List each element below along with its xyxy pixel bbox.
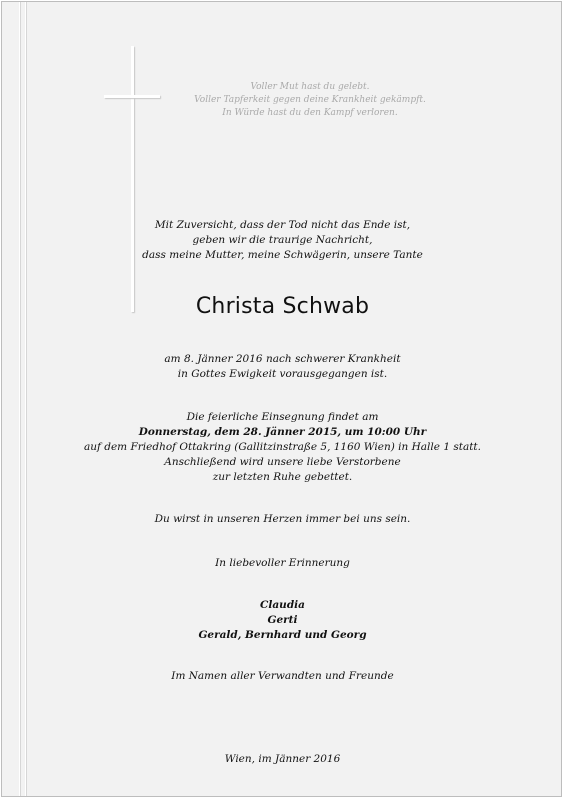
mourners	[0, 598, 565, 643]
ceremony-line: zur letzten Ruhe gebettet.	[212, 471, 353, 483]
mourner-name: Claudia	[260, 599, 305, 611]
poem-line: In Würde hast du den Kampf verloren.	[222, 108, 398, 118]
heart-line: Du wirst in unseren Herzen immer bei uns sein.	[154, 513, 411, 525]
memory-line: In liebevoller Erinnerung	[215, 557, 350, 569]
intro-line: dass meine Mutter, meine Schwägerin, unsere Tante	[142, 249, 423, 261]
poem-line: Voller Mut hast du gelebt.	[250, 82, 370, 92]
ceremony-date-time: Donnerstag, dem 28. Jänner 2015, um 10:00 Uhr	[138, 426, 427, 438]
intro-line: geben wir die traurige Nachricht,	[192, 234, 373, 246]
poem-line: Voller Tapferkeit gegen deine Krankheit gekämpft.	[194, 95, 426, 105]
deceased-name: Christa Schwab	[195, 294, 370, 319]
mourner-name: Gerti	[267, 614, 298, 626]
poem	[180, 81, 440, 120]
passing-text	[0, 352, 565, 382]
mourner-name: Gerald, Bernhard und Georg	[198, 629, 367, 641]
ceremony-location: auf dem Friedhof Ottakring (Gallitzinstraße 5, 1160 Wien) in Halle 1 statt.	[84, 441, 481, 453]
intro-text	[0, 218, 565, 263]
ceremony-line: Anschließend wird unsere liebe Verstorbene	[164, 456, 401, 468]
cross-icon-vertical	[131, 46, 134, 312]
place-date: Wien, im Jänner 2016	[224, 753, 341, 765]
ceremony-text	[0, 410, 565, 485]
family-line: Im Namen aller Verwandten und Freunde	[171, 670, 394, 682]
ceremony-line: Die feierliche Einsegnung findet am	[186, 411, 379, 423]
cross-icon-horizontal	[104, 95, 160, 98]
passing-line: in Gottes Ewigkeit vorausgegangen ist.	[177, 368, 388, 380]
intro-line: Mit Zuversicht, dass der Tod nicht das Ende ist,	[154, 219, 411, 231]
passing-line: am 8. Jänner 2016 nach schwerer Krankheit	[164, 353, 401, 365]
